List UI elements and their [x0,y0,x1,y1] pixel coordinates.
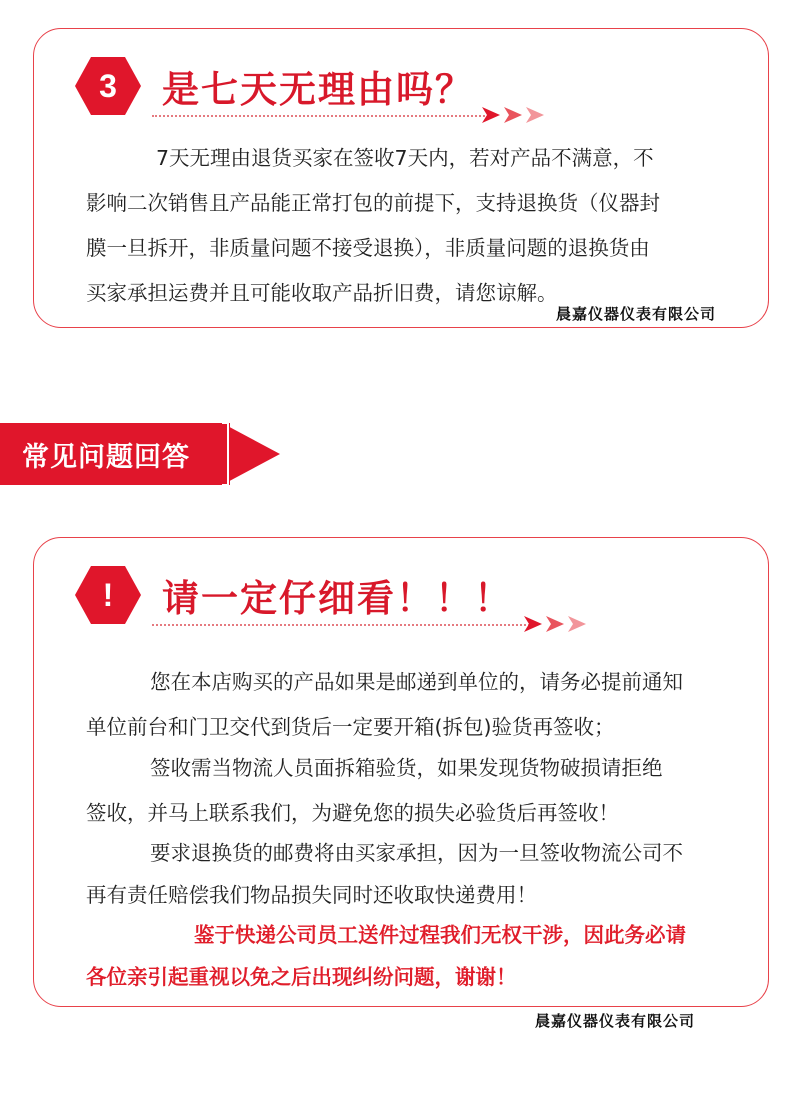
body-line: 要求退换货的邮费将由买家承担，因为一旦签收物流公司不 [150,841,683,865]
info-card-seven-day [33,28,769,328]
body-line: 7天无理由退货买家在签收7天内，若对产品不满意，不 [156,146,654,170]
warning-line: 各位亲引起重视以免之后出现纠纷问题，谢谢！ [86,965,517,989]
dotted-divider [152,115,492,117]
body-line: 签收，并马上联系我们，为避免您的损失必验货后再签收！ [86,801,619,825]
company-name: 晨嘉仪器仪表有限公司 [556,305,717,323]
section-heading: 请一定仔细看！！！ [162,577,513,620]
badge-number: 3 [99,67,117,104]
badge-exclamation: ! [102,576,114,613]
dotted-divider [152,624,530,626]
body-line: 影响二次销售且产品能正常打包的前提下，支持退换货（仪器封 [86,191,660,215]
body-line: 买家承担运费并且可能收取产品折旧费，请您谅解。 [86,281,558,305]
triple-arrow-icon [524,613,594,635]
body-line: 膜一旦拆开，非质量问题不接受退换），非质量问题的退换货由 [86,236,650,260]
body-line: 再有责任赔偿我们物品损失同时还收取快递费用！ [86,883,537,907]
body-line: 单位前台和门卫交代到货后一定要开箱(拆包)验货再签收； [86,715,615,739]
hexagon-badge-icon [74,564,142,626]
hexagon-badge-icon [74,55,142,117]
info-card-notice [33,537,769,1007]
faq-banner [0,423,230,485]
body-line: 您在本店购买的产品如果是邮递到单位的，请务必提前通知 [150,670,683,694]
warning-line: 鉴于快递公司员工送件过程我们无权干涉，因此务必请 [194,923,686,947]
section-heading: 是七天无理由吗？ [162,68,474,111]
faq-banner-label: 常见问题回答 [22,441,190,473]
banner-arrow-icon [222,423,280,485]
triple-arrow-icon [482,104,552,126]
company-name: 晨嘉仪器仪表有限公司 [535,1012,696,1030]
body-line: 签收需当物流人员面拆箱验货，如果发现货物破损请拒绝 [150,756,663,780]
